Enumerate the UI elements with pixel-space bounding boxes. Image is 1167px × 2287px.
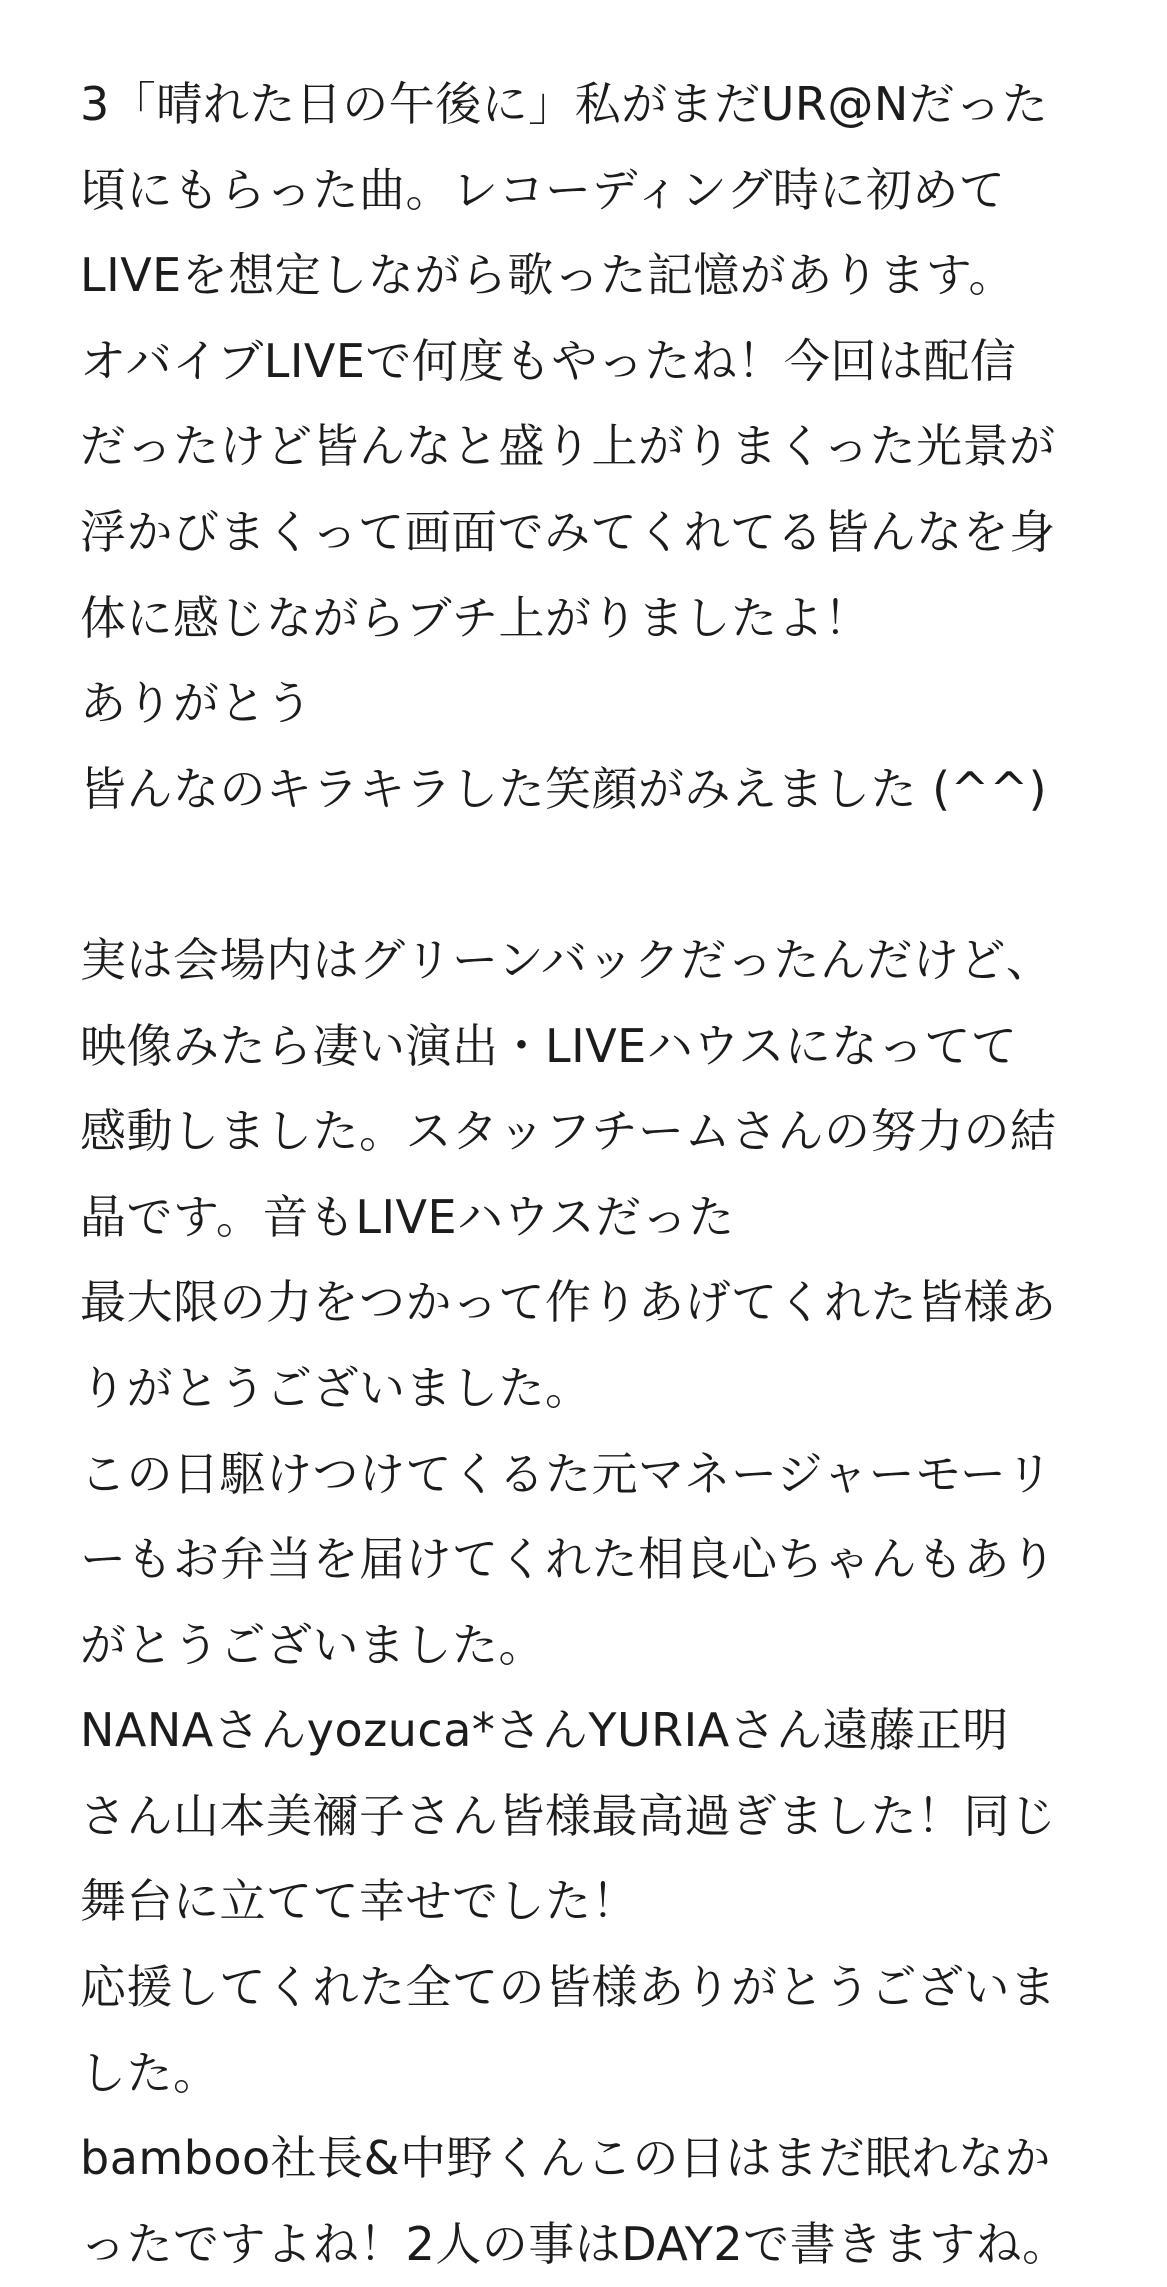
paragraph-break bbox=[80, 832, 1120, 918]
text-line: ーもお弁当を届けてくれた相良心ちゃんもあり bbox=[80, 1532, 1057, 1587]
text-line: ったですよね！2人の事はDAY2で書きますね。 bbox=[80, 2216, 1069, 2271]
text-line: ありがとう bbox=[80, 676, 313, 731]
text-line: がとうございました。 bbox=[80, 1617, 545, 1672]
text-line: 舞台に立てて幸せでした！ bbox=[80, 1874, 638, 1929]
text-line: した。 bbox=[80, 2045, 220, 2100]
text-line: 3「晴れた日の午後に」私がまだUR@Nだった bbox=[80, 77, 1049, 131]
text-line: この日駆けつけてくるた元マネージャーモーリ bbox=[80, 1446, 1053, 1501]
text-line: 浮かびまくって画面でみてくれてる皆んなを身 bbox=[80, 504, 1056, 559]
text-line: 皆んなのキラキラした笑顔がみえました (^^) bbox=[80, 761, 1048, 816]
text-line: 頃にもらった曲。レコーディング時に初めて bbox=[80, 162, 1006, 217]
text-line: 感動しました。スタッフチームさんの努力の結 bbox=[80, 1104, 1057, 1159]
text-line: 映像みたら凄い演出・LIVEハウスになってて bbox=[80, 1018, 1018, 1073]
text-line: NANAさんyozuca*さんYURIAさん遠藤正明 bbox=[80, 1703, 1009, 1758]
text-line: bamboo社長&中野くんこの日はまだ眠れなか bbox=[80, 2131, 1052, 2186]
text-line: 実は会場内はグリーンバックだったんだけど、 bbox=[80, 932, 1053, 987]
text-line: 最大限の力をつかって作りあげてくれた皆様あ bbox=[80, 1275, 1057, 1330]
text-line: LIVEを想定しながら歌った記憶があります。 bbox=[80, 248, 1016, 303]
post-body bbox=[80, 62, 1120, 2287]
text-line: だったけど皆んなと盛り上がりまくった光景が bbox=[80, 419, 1056, 474]
text-line: オバイブLIVEで何度もやったね！今回は配信 bbox=[80, 333, 1017, 388]
text-line: さん山本美禰子さん皆様最高過ぎました！同じ bbox=[80, 1788, 1057, 1843]
text-line: 応援してくれた全ての皆様ありがとうございま bbox=[80, 1960, 1057, 2015]
text-line: 体に感じながらブチ上がりましたよ！ bbox=[80, 590, 871, 645]
text-line: りがとうございました。 bbox=[80, 1360, 592, 1415]
text-line: 晶です。音もLIVEハウスだった bbox=[80, 1189, 735, 1244]
